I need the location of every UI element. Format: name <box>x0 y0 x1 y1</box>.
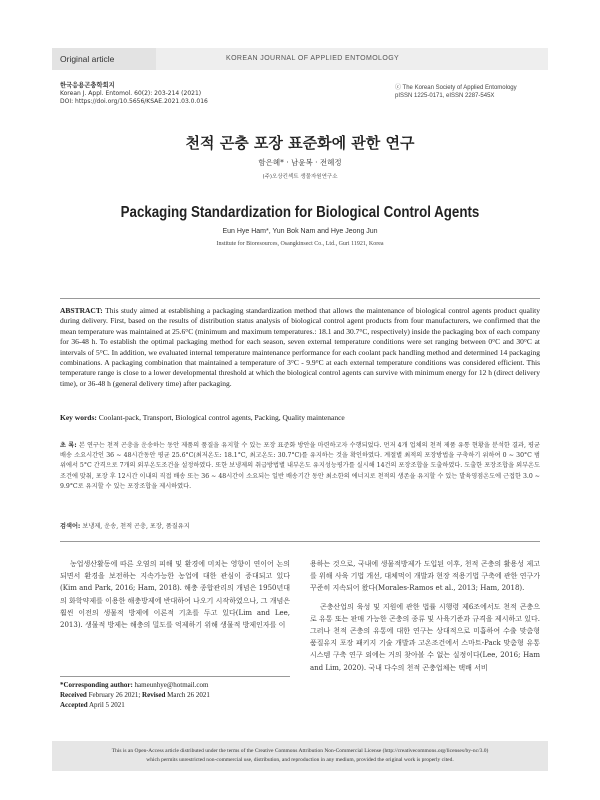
korean-abstract <box>60 441 540 492</box>
article-type-tag <box>52 48 156 70</box>
abstract-label: ABSTRACT: <box>60 306 103 315</box>
keywords-label: Key words: <box>60 413 97 422</box>
accepted-label: Accepted <box>60 701 88 709</box>
corresponding-author-label: *Corresponding author: <box>60 681 133 689</box>
body-paragraph: 용하는 것으로, 국내에 생물적방제가 도입된 이후, 천적 곤충의 활용성 제고를 위해 사육 기법 개선, 대체먹이 개발과 현장 적용기법 구축에 관한 연구가 꾸준히 지속되어 왔다(Morales-Ramos et al., 2013; Ham, 2018). <box>310 560 540 593</box>
english-authors: Eun Hye Ham*, Yun Bok Nam and Hye Jeong Jun <box>222 228 378 235</box>
english-abstract <box>60 306 540 389</box>
body-right-column <box>310 558 540 674</box>
received-date: February 26 2021; <box>88 691 141 699</box>
abstract-bottom-divider <box>60 541 540 542</box>
korean-abstract-text: 본 연구는 천적 곤충을 운송하는 동안 제품의 품질을 유지할 수 있는 포장 표준화 방안을 마련하고자 수행되었다. 먼저 4개 업체의 천적 제품 유통 현황을 분석한 결과, 평균 배송 소요시간인 36 ~ 48시간동안 평균 25.6°C(최저온도: 18.1°C, 최고온도: 30.7°C)를 유지하는 것을 확인하였다. 계절별 최적의 포장방법을 구축하기 위하여 0 ~ 30°C 범위에서 5°C 간격으로 7개의 외부온도조건을 설정하였다. 또한 보냉제의 취급방법별 내부온도 유지성능평가를 실시해 14건의 포장조합을 도출하였다. 도출한 포장조합을 외부온도조건에 맞춰, 포장 후 12시간 이내의 직접 배송 또는 36 ~ 48시간이 소요되는 일반 배송기간 동안 최소한의 에너지로 천적의 생존을 유지할 수 있는 발육영점온도에 근접한 3.0 ~ 9.9°C로 유지할 수 있는 포장조합을 제시하였다. <box>60 442 540 490</box>
body-left-column <box>60 558 290 631</box>
copyright-block <box>395 84 517 100</box>
abstract-top-divider <box>60 298 540 299</box>
issn-line: pISSN 1225-0171, eISSN 2287-545X <box>395 93 495 100</box>
korean-affiliation: (주)오상킨섹트 생물자원연구소 <box>262 174 338 180</box>
keywords-text: Coolant-pack, Transport, Biological control agents, Packing, Quality maintenance <box>98 413 345 422</box>
revised-date: March 26 2021 <box>167 691 210 699</box>
journal-korean-name: 한국응용곤충학회지 <box>60 82 115 89</box>
accepted-date: April 5 2021 <box>88 701 125 709</box>
korean-keywords <box>60 522 540 532</box>
journal-name-band <box>156 48 548 70</box>
english-affiliation: Institute for Bioresources, Osangkinsect Co., Ltd., Guri 11921, Korea <box>216 241 384 247</box>
body-paragraph: 농업생산활동에 따른 오염의 피해 및 환경에 미치는 영향이 연이어 논의되면서 환경을 보전하는 지속가능한 농업에 대한 관심이 증대되고 있다(Kim and Park, 2016; Ham, 2018). 해충 종합관리의 개념은 1950년대의 화학약제를 이용한 해충방제에 반대하여 나오기 시작하였으나, 그 개념은 훨씬 이전의 생물적 방제에 이론적 기초를 두고 있다(Lim and Lee, 2013). 생물적 방제는 해충의 밀도를 억제하기 위해 생물적 방제인자를 이 <box>60 560 290 630</box>
korean-authors: 함은혜* · 남윤복 · 전혜정 <box>258 158 342 167</box>
doi-link[interactable]: DOI: https://doi.org/10.5656/KSAE.2021.03.0.016 <box>60 98 208 106</box>
copyright-line: ⓒ The Korean Society of Applied Entomology <box>395 85 517 91</box>
citation-line: Korean J. Appl. Entomol. 60(2): 203-214 (2021) <box>60 90 202 98</box>
revised-label: Revised <box>142 691 166 699</box>
abstract-text: This study aimed at establishing a packaging standardization method that allows the maintenance of biological control agents product quality during delivery. First, based on the results of distribution status analysis of biological control agent products from four manufacturers, we confirmed that the mean temperature was maintained at 25.6°C (minimum and maximum temperatures.: 18.1 and 30.7°C, respectively) inside the packaging box of each company for 36-48 h. To establish the optimal packaging method for each season, seven external temperature conditions were set ranging between 0°C and 30°C at intervals of 5°C. In addition, we evaluated internal temperature maintenance performance for each coolant pack handling method and determined 14 packaging combinations. A packaging combination that maintained a temperature of 3°C - 9.9°C at each external temperature conditions was considered efficient. This temperature range is close to a lower developmental threshold at which the biological control agents can survive with minimum energy for 12 h (direct delivery time), or 36-48 h (general delivery time) after packaging. <box>60 306 540 388</box>
korean-keywords-text: 보냉제, 운송, 천적 곤충, 포장, 품질유지 <box>82 523 190 530</box>
korean-keywords-label: 검색어: <box>60 523 81 530</box>
korean-title: 천적 곤충 포장 표준화에 관한 연구 <box>185 134 415 152</box>
correspondence-block <box>60 680 290 710</box>
received-label: Received <box>60 691 87 699</box>
journal-name: KOREAN JOURNAL OF APPLIED ENTOMOLOGY <box>226 55 400 62</box>
license-line-1: This is an Open-Access article distributed under the terms of the Creative Commons Attribution Non-Commercial License (http://creativecommons.org/licenses/by-nc/3.0) <box>111 748 489 754</box>
license-notice <box>52 741 548 771</box>
citation-block <box>60 82 208 107</box>
body-paragraph: 곤충산업의 육성 및 지원에 관한 법률 시행령 제6조에서도 천적 곤충으로 유통 또는 판매 가능한 곤충의 종류 및 사육기준과 규격을 제시하고 있다. 그러나 천적 곤충의 유통에 대한 연구는 상대적으로 미흡하여 수출 맞춤형 품질유지 포장 패키지 기술 개발과 고온조건에서 스마트-Pack 맞춤형 유통시스템 구축 연구 외에는 거의 찾아볼 수 없는 실정이다(Lee, 2016; Ham and Lim, 2020). 국내 다수의 천적 곤충업체는 택배 서비 <box>310 602 540 672</box>
korean-abstract-label: 초 록: <box>60 442 77 449</box>
article-type-label: Original article <box>60 54 115 64</box>
english-title: Packaging Standardization for Biological Control Agents <box>120 204 480 221</box>
footnote-divider <box>60 676 290 677</box>
english-keywords <box>60 413 540 423</box>
license-line-2: which permits unrestricted non-commercial use, distribution, and reproduction in any medium, provided the original work is properly cited. <box>146 756 454 763</box>
author-email[interactable]: hameunhye@hotmail.com <box>134 681 209 689</box>
